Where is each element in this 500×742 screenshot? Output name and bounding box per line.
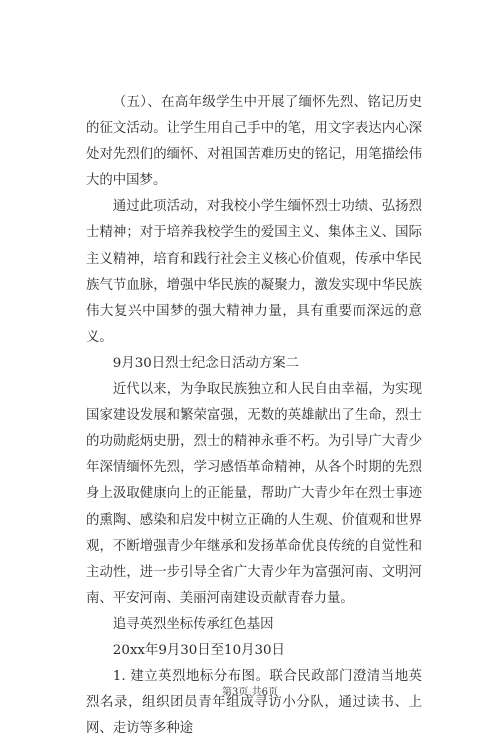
paragraph-essay-activity: （五）、在高年级学生中开展了缅怀先烈、铭记历史的征文活动。让学生用自己手中的笔，用文字表达内心深处对先烈们的缅怀、对祖国苦难历史的铭记，用笔描绘伟大的中国梦。 bbox=[86, 95, 422, 189]
paragraph-activity-significance: 通过此项活动，对我校小学生缅怀烈士功绩、弘扬烈士精神；对于培养我校学生的爱国主义、集体主义、国际主义精神，培育和践行社会主义核心价值观，传承中华民族气节血脉，增强中华民族的凝聚力，激发实现中华民族伟大复兴中国梦的强大精神力量，具有重要而深远的意义。 bbox=[86, 199, 422, 345]
paragraph-plan-background: 近代以来，为争取民族独立和人民自由幸福，为实现国家建设发展和繁荣富强，无数的英雄献出了生命，烈士的功勋彪炳史册，烈士的精神永垂不朽。为引导广大青少年深情缅怀先烈，学习感悟革命精神，从各个时期的先烈身上汲取健康向上的正能量，帮助广大青少年在烈士事迹的熏陶、感染和启发中树立正确的人生观、价值观和世界观，不断增强青少年继承和发扬革命优良传统的自觉性和主动性，进一步引导全省广大青少年为富强河南、文明河南、平安河南、美丽河南建设贡献青春力量。 bbox=[86, 382, 422, 606]
section-heading-plan-two: 9月30日烈士纪念日活动方案二 bbox=[112, 355, 300, 371]
activity-theme: 追寻英烈坐标传承红色基因 bbox=[112, 616, 274, 632]
paragraph-step-one: 1. 建立英烈地标分布图。联合民政部门澄清当地英烈名录，组织团员青年组成寻访小分队，通过读书、上网、走访等多种途 bbox=[86, 669, 422, 737]
activity-date-range: 20xx年9月30日至10月30日 bbox=[112, 642, 285, 658]
page-footer: 第3页 共6页 bbox=[222, 687, 278, 698]
document-body bbox=[86, 90, 422, 742]
